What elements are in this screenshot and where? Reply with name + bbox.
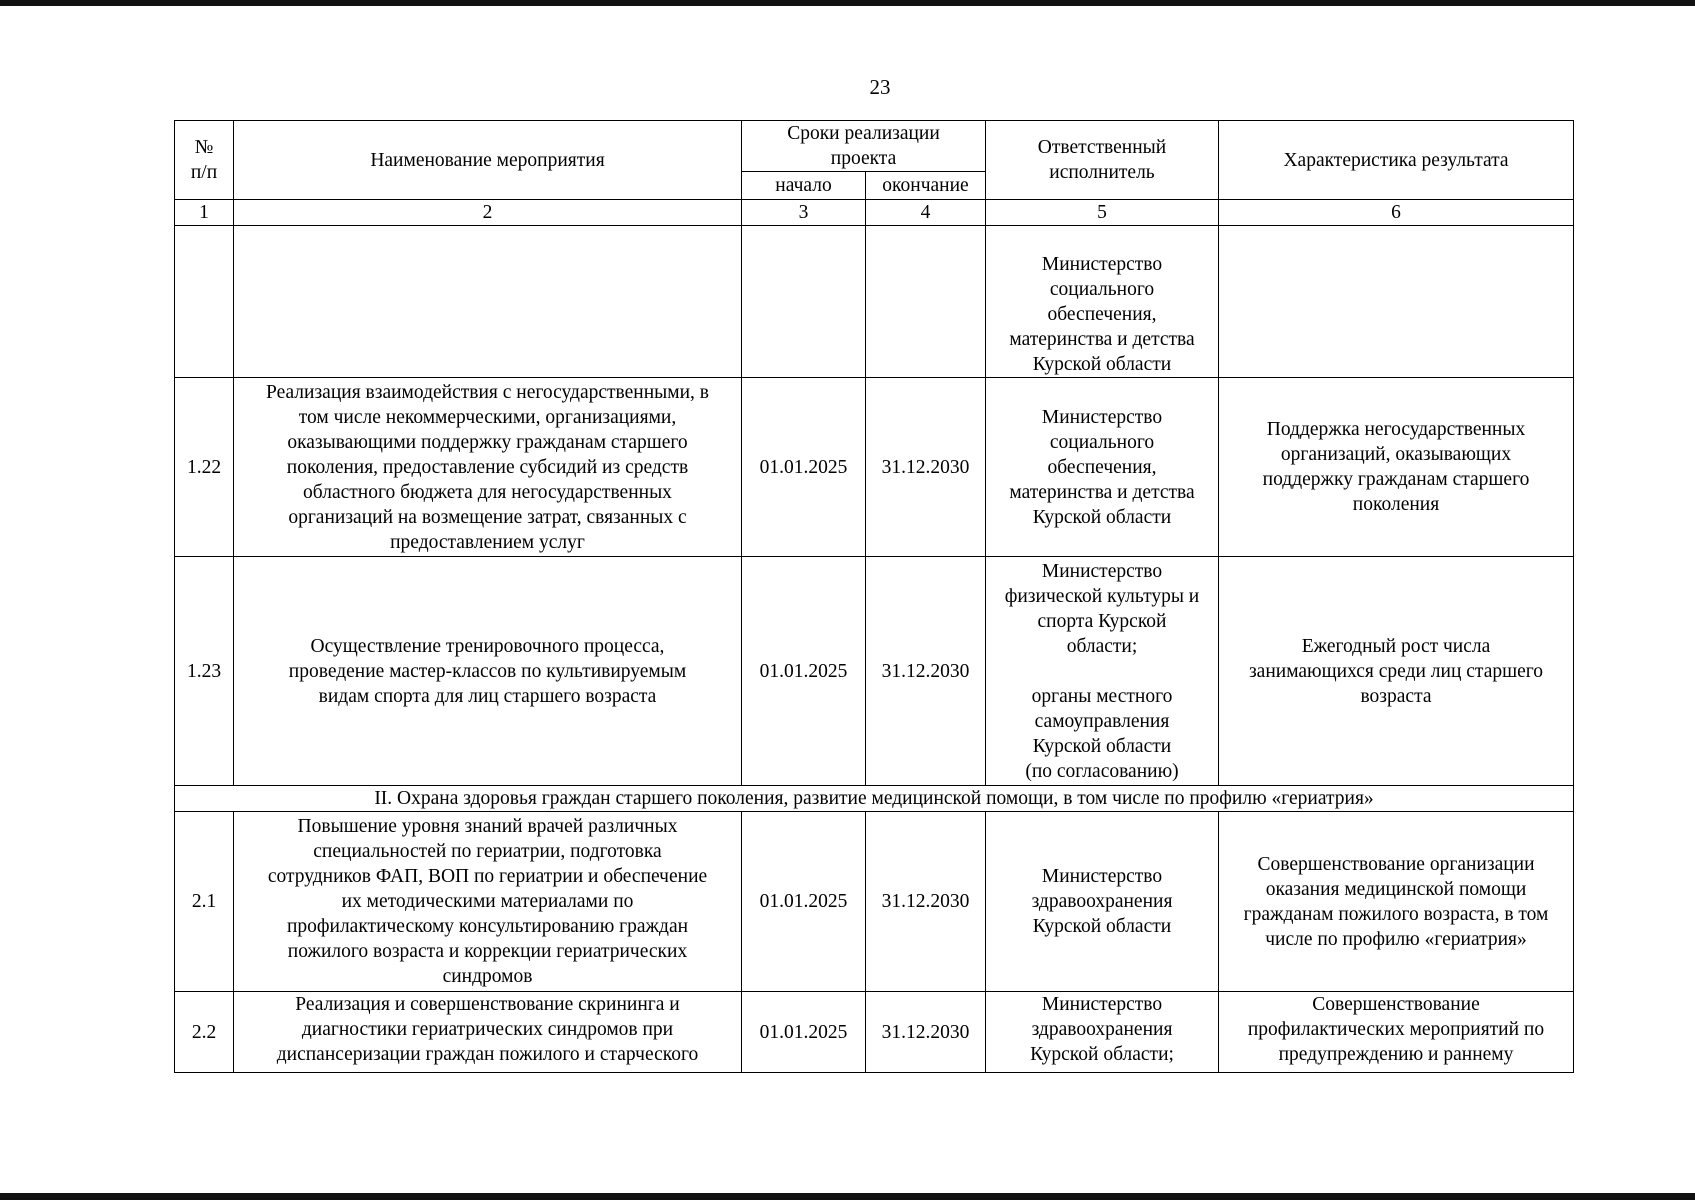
row-responsible: Министерство социального обеспечения, материнства и детства Курской области	[986, 226, 1219, 378]
row-result: Совершенствование организации оказания медицинской помощи гражданам пожилого возраста, в том числе по профилю «гериатрия»	[1219, 812, 1574, 992]
row-name	[234, 226, 742, 378]
measures-table	[174, 120, 1574, 1073]
scan-edge-bottom	[0, 1193, 1695, 1200]
row-name: Реализация взаимодействия с негосударственными, в том числе некоммерческими, организациями, оказывающими поддержку гражданам старшего поколения, предоставление субсидий из средств областного бюджета для негосударственных организаций на возмещение затрат, связанных с предоставлением услуг	[234, 378, 742, 557]
column-index: 6	[1219, 200, 1574, 226]
row-name: Осуществление тренировочного процесса, проведение мастер-классов по культивируемым видам спорта для лиц старшего возраста	[234, 557, 742, 786]
row-num: 1.22	[175, 378, 234, 557]
row-start: 01.01.2025	[742, 557, 866, 786]
row-end: 31.12.2030	[866, 557, 986, 786]
header-responsible: Ответственный исполнитель	[986, 121, 1219, 200]
row-num: 2.2	[175, 992, 234, 1073]
row-result	[1219, 226, 1574, 378]
table-row	[175, 378, 1574, 557]
row-start: 01.01.2025	[742, 812, 866, 992]
table-row	[175, 557, 1574, 786]
row-result: Ежегодный рост числа занимающихся среди лиц старшего возраста	[1219, 557, 1574, 786]
scan-edge-top	[0, 0, 1695, 6]
row-end	[866, 226, 986, 378]
row-start: 01.01.2025	[742, 378, 866, 557]
row-responsible: Министерство здравоохранения Курской области;	[986, 992, 1219, 1073]
column-index: 4	[866, 200, 986, 226]
row-result: Совершенствование профилактических мероприятий по предупреждению и раннему	[1219, 992, 1574, 1073]
column-index: 5	[986, 200, 1219, 226]
page-number: 23	[869, 75, 891, 99]
row-num	[175, 226, 234, 378]
row-end: 31.12.2030	[866, 992, 986, 1073]
row-result: Поддержка негосударственных организаций, оказывающих поддержку гражданам старшего поколения	[1219, 378, 1574, 557]
row-name: Реализация и совершенствование скрининга и диагностики гериатрических синдромов при диспансеризации граждан пожилого и старческого	[234, 992, 742, 1073]
row-num: 2.1	[175, 812, 234, 992]
row-num: 1.23	[175, 557, 234, 786]
header-result: Характеристика результата	[1219, 121, 1574, 200]
column-index: 1	[175, 200, 234, 226]
table-row	[175, 226, 1574, 378]
section-row	[175, 786, 1574, 812]
row-responsible: Министерство здравоохранения Курской области	[986, 812, 1219, 992]
header-name: Наименование мероприятия	[234, 121, 742, 200]
header-start: начало	[742, 172, 866, 200]
row-end: 31.12.2030	[866, 812, 986, 992]
row-start: 01.01.2025	[742, 992, 866, 1073]
row-end: 31.12.2030	[866, 378, 986, 557]
row-start	[742, 226, 866, 378]
header-num: № п/п	[175, 121, 234, 200]
column-index-row	[175, 200, 1574, 226]
row-responsible: Министерство физической культуры и спорта Курской области; органы местного самоуправления Курской области (по согласованию)	[986, 557, 1219, 786]
table-row	[175, 992, 1574, 1073]
section-title: II. Охрана здоровья граждан старшего поколения, развитие медицинской помощи, в том числе по профилю «гериатрия»	[175, 786, 1574, 812]
header-end: окончание	[866, 172, 986, 200]
column-index: 2	[234, 200, 742, 226]
column-index: 3	[742, 200, 866, 226]
table-row	[175, 812, 1574, 992]
row-name: Повышение уровня знаний врачей различных специальностей по гериатрии, подготовка сотрудников ФАП, ВОП по гериатрии и обеспечение их методическими материалами по профилактическому консультированию граждан пожилого возраста и коррекции гериатрических синдромов	[234, 812, 742, 992]
header-terms: Сроки реализации проекта	[742, 121, 986, 172]
row-responsible: Министерство социального обеспечения, материнства и детства Курской области	[986, 378, 1219, 557]
